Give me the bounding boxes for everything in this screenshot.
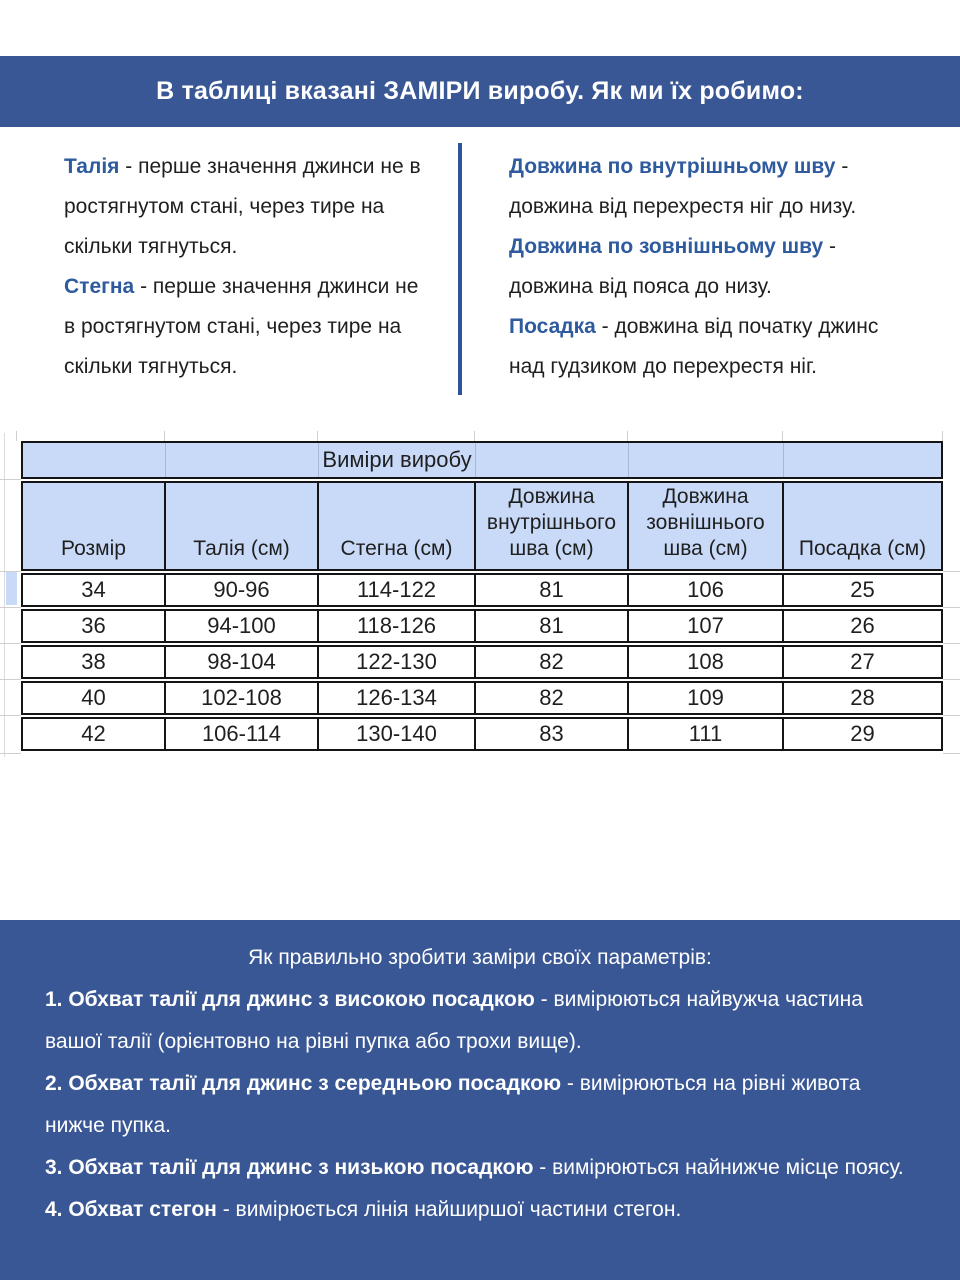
gridline bbox=[0, 679, 21, 680]
table-cell: 130-140 bbox=[319, 719, 476, 749]
table-cell: 81 bbox=[476, 611, 629, 641]
instruction-text: вимірюються на рівні живота нижче пупка. bbox=[45, 1072, 861, 1137]
definition-term: Довжина по внутрішньому шву bbox=[509, 155, 836, 178]
gridline bbox=[943, 607, 960, 608]
instruction-label: 1. Обхват талії для джинс з високою посадкою bbox=[45, 988, 535, 1011]
instruction-separator: - bbox=[533, 1156, 553, 1179]
definition-text: довжина від пояса до низу. bbox=[509, 275, 772, 298]
gridline bbox=[0, 753, 21, 754]
instruction-separator: - bbox=[216, 1198, 236, 1221]
table-cell: 102-108 bbox=[166, 683, 319, 713]
table-cell: 82 bbox=[476, 683, 629, 713]
gridline bbox=[16, 431, 17, 441]
footer-title: Як правильно зробити заміри своїх параметрів: bbox=[248, 946, 712, 969]
instruction-label: 4. Обхват стегон bbox=[45, 1198, 217, 1221]
table-cell: 29 bbox=[850, 721, 875, 746]
table-cell: 83 bbox=[476, 719, 629, 749]
size-table bbox=[21, 441, 943, 753]
column-divider-line bbox=[458, 143, 462, 395]
table-row bbox=[21, 645, 943, 679]
table-cell: 126-134 bbox=[319, 683, 476, 713]
gridline bbox=[0, 571, 21, 572]
table-cell: 106-114 bbox=[166, 719, 319, 749]
gridline bbox=[783, 443, 784, 477]
table-cell: 36 bbox=[23, 611, 166, 641]
definition-separator: - bbox=[835, 155, 849, 178]
column-header-inseam: Довжина внутрішнього шва (см) bbox=[476, 483, 629, 569]
table-row bbox=[21, 609, 943, 643]
gridline bbox=[0, 607, 21, 608]
gridline bbox=[943, 679, 960, 680]
column-header-outseam: Довжина зовнішнього шва (см) bbox=[629, 483, 784, 569]
instruction-label: 2. Обхват талії для джинс з середньою посадкою bbox=[45, 1072, 562, 1095]
gridline bbox=[627, 431, 628, 441]
table-cell: 26 bbox=[850, 613, 875, 638]
header-banner bbox=[0, 56, 960, 127]
table-merged-header-row bbox=[21, 441, 943, 479]
table-cell: 27 bbox=[850, 649, 875, 674]
table-cell: 40 bbox=[23, 683, 166, 713]
instruction-item bbox=[45, 1147, 915, 1189]
instruction-text: вимірюється лінія найширшої частини стегон. bbox=[235, 1198, 682, 1221]
instruction-item bbox=[45, 1189, 915, 1231]
table-cell: 82 bbox=[476, 647, 629, 677]
column-header-hips: Стегна (см) bbox=[319, 483, 476, 569]
gridline bbox=[0, 479, 21, 480]
table-cell: 28 bbox=[850, 685, 875, 710]
instruction-text: вимірюються найнижче місце поясу. bbox=[552, 1156, 904, 1179]
gridline bbox=[943, 643, 960, 644]
table-cell: 98-104 bbox=[166, 647, 319, 677]
table-row bbox=[21, 681, 943, 715]
table-cell: 94-100 bbox=[166, 611, 319, 641]
definition-separator: - bbox=[134, 275, 153, 298]
column-header-waist: Талія (см) bbox=[166, 483, 319, 569]
table-cell: 25 bbox=[850, 577, 875, 602]
table-cell: 106 bbox=[629, 575, 784, 605]
definition-separator: - bbox=[823, 235, 837, 258]
gridline bbox=[943, 753, 960, 754]
instruction-separator: - bbox=[561, 1072, 580, 1095]
table-title: Виміри виробу bbox=[322, 447, 472, 472]
instruction-separator: - bbox=[534, 988, 554, 1011]
gridline bbox=[0, 715, 21, 716]
definition-text: перше значення джинси не в ростягнутом стані, через тире на скільки тягнуться. bbox=[64, 155, 421, 258]
table-cell: 107 bbox=[629, 611, 784, 641]
gridline bbox=[164, 431, 165, 441]
definition-text: довжина від початку джинс над гудзиком до перехрестя ніг. bbox=[509, 315, 879, 378]
definition-text: довжина від перехрестя ніг до низу. bbox=[509, 195, 857, 218]
gridline bbox=[782, 431, 783, 441]
table-row bbox=[21, 573, 943, 607]
table-cell: 90-96 bbox=[166, 575, 319, 605]
banner-title: В таблиці вказані ЗАМІРИ виробу. Як ми їх робимо: bbox=[156, 77, 804, 105]
definition-separator: - bbox=[595, 315, 615, 338]
table-cell: 108 bbox=[629, 647, 784, 677]
definition-term: Посадка bbox=[509, 315, 596, 338]
definition-term: Довжина по зовнішньому шву bbox=[509, 235, 824, 258]
instruction-text: вимірюються найвужча частина вашої талії (орієнтовно на рівні пупка або трохи вище). bbox=[45, 988, 863, 1053]
instruction-item bbox=[45, 1063, 915, 1147]
table-cell: 118-126 bbox=[319, 611, 476, 641]
gridline bbox=[4, 433, 5, 757]
table-row bbox=[21, 717, 943, 751]
table-cell: 42 bbox=[23, 719, 166, 749]
definition-outseam bbox=[509, 227, 913, 307]
column-header-size: Розмір bbox=[23, 483, 166, 569]
gridline bbox=[943, 715, 960, 716]
gridline bbox=[0, 643, 21, 644]
definitions-left-column bbox=[64, 147, 432, 387]
definition-waist bbox=[64, 147, 432, 267]
table-cell: 38 bbox=[23, 647, 166, 677]
table-header-row bbox=[21, 481, 943, 571]
table-cell: 111 bbox=[629, 719, 784, 749]
instruction-item bbox=[45, 979, 915, 1063]
column-header-rise: Посадка (см) bbox=[798, 537, 927, 560]
instruction-label: 3. Обхват талії для джинс з низькою посадкою bbox=[45, 1156, 534, 1179]
table-cell: 114-122 bbox=[319, 575, 476, 605]
definitions-right-column bbox=[509, 147, 913, 387]
definition-inseam bbox=[509, 147, 913, 227]
gridline bbox=[943, 571, 960, 572]
definition-text: перше значення джинси не в ростягнутом стані, через тире на скільки тягнуться. bbox=[64, 275, 419, 378]
definition-separator: - bbox=[119, 155, 139, 178]
footer-instructions bbox=[0, 920, 960, 1280]
definition-rise bbox=[509, 307, 913, 387]
table-cell: 122-130 bbox=[319, 647, 476, 677]
definition-term: Талія bbox=[64, 155, 120, 178]
table-cell: 81 bbox=[476, 575, 629, 605]
definition-term: Стегна bbox=[64, 275, 135, 298]
gridline bbox=[474, 431, 475, 441]
table-cell: 34 bbox=[23, 575, 166, 605]
gridline bbox=[317, 431, 318, 441]
definition-hips bbox=[64, 267, 432, 387]
gridline-highlight bbox=[6, 572, 17, 605]
gridline bbox=[942, 431, 943, 441]
table-cell: 109 bbox=[629, 683, 784, 713]
